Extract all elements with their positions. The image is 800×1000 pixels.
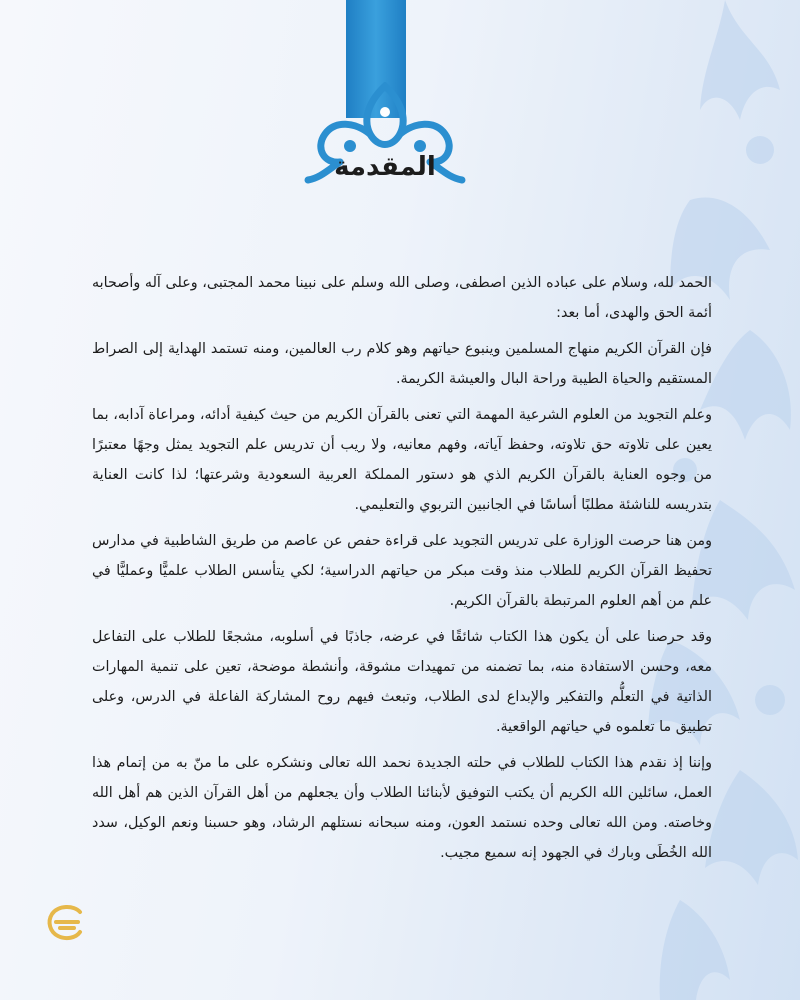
paragraph: الحمد لله، وسلام على عباده الذين اصطفى، وصلى الله وسلم على نبينا محمد المجتبى، وعلى آله وأصحابه أئمة الحق والهدى، أما بعد:	[92, 275, 712, 321]
paragraph: وإننا إذ نقدم هذا الكتاب للطلاب في حلته الجديدة نحمد الله تعالى ونشكره على ما منّ به من إتمام هذا العمل، سائلين الله الكريم أن يكتب التوفيق لأبنائنا الطلاب وأن يجعلهم من أهل القرآن الذين هم أهل الله وخاصته. ومن الله تعالى وحده نستمد العون، ومنه سبحانه نستلهم الرشاد، وهو حسبنا ونعم الوكيل، سدد الله الخُطَى وبارك في الجهود إنه سميع مجيب.	[92, 755, 712, 861]
publisher-logo-icon	[44, 900, 88, 944]
paragraph: فإن القرآن الكريم منهاج المسلمين وينبوع حياتهم وهو كلام رب العالمين، ومنه تستمد الهداية إلى الصراط المستقيم والحياة الطيبة وراحة البال والعيشة الكريمة.	[92, 341, 712, 387]
introduction-text	[92, 268, 712, 874]
paragraph: وعلم التجويد من العلوم الشرعية المهمة التي تعنى بالقرآن الكريم من حيث كيفية أدائه، ومراعاة آدابه، بما يعين على تلاوته حق تلاوته، وحفظ آياته، وفهم معانيه، ولا ريب أن تدريس علم التجويد يمثل وجهًا معتبرًا من وجوه العناية بالقرآن الكريم الذي هو دستور المملكة العربية السعودية وشرعتها؛ لذا كانت العناية بتدريسه للناشئة مطلبًا أساسًا في الجانبين التربوي والتعليمي.	[92, 407, 712, 513]
paragraph: ومن هنا حرصت الوزارة على تدريس التجويد على قراءة حفص عن عاصم من طريق الشاطبية في مدارس تحفيظ القرآن الكريم للطلاب منذ وقت مبكر من حياتهم الدراسية؛ لكي يتأسس الطلاب علميًّا وعمليًّا في علم من أهم العلوم المرتبطة بالقرآن الكريم.	[92, 533, 712, 609]
page-title: المقدمة	[334, 152, 436, 182]
paragraph: وقد حرصنا على أن يكون هذا الكتاب شائقًا في عرضه، جاذبًا في أسلوبه، مشجعًا للطلاب على التفاعل معه، وحسن الاستفادة منه، بما تضمنه من تمهيدات مشوقة، وأنشطة موضحة، تعين على تنمية المهارات الذاتية في التعلُّم والتفكير والإبداع لدى الطلاب، وتبعث فيهم روح المشاركة الفاعلة في الدرس، وعلى تطبيق ما تعلموه في حياتهم الواقعية.	[92, 629, 712, 735]
